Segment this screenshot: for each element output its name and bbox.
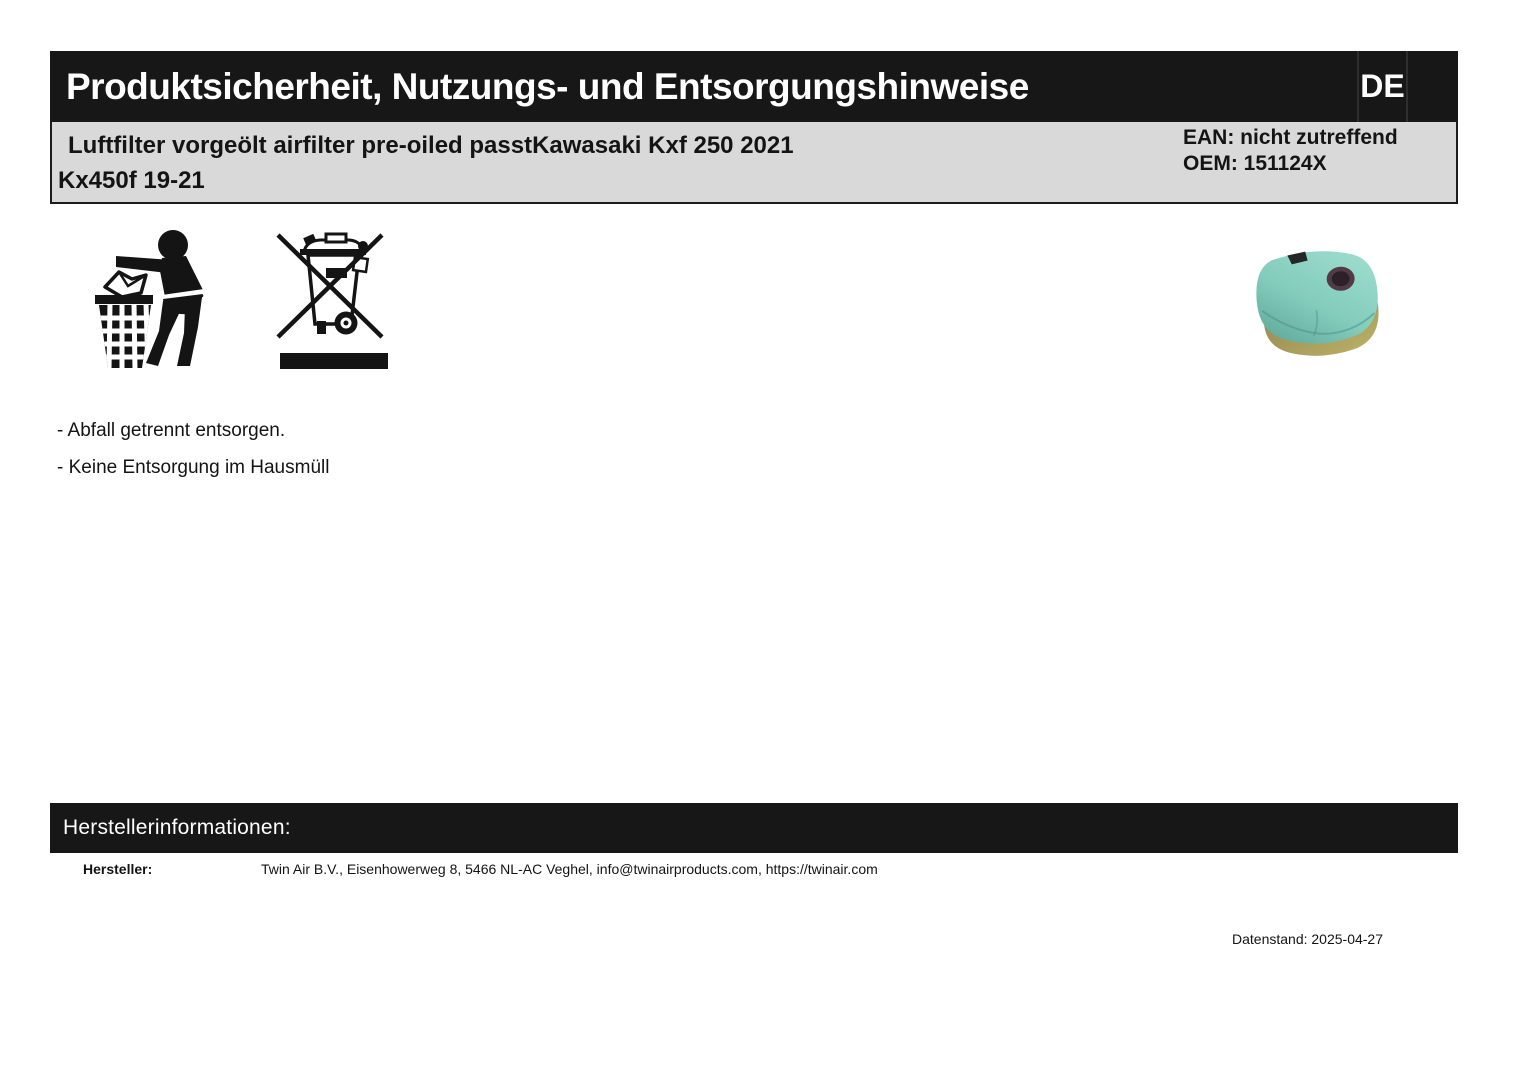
product-name-line1: Luftfilter vorgeölt airfilter pre-oiled passtKawasaki Kxf 250 2021 xyxy=(68,132,794,159)
manufacturer-label: Hersteller: xyxy=(83,861,153,877)
header-bar xyxy=(50,51,1458,122)
disposal-bullet-1: - Abfall getrennt entsorgen. xyxy=(57,420,286,441)
ean-value: EAN: nicht zutreffend xyxy=(1183,126,1398,149)
weee-crossed-out-bin-icon xyxy=(270,225,400,380)
oem-value: OEM: 151124X xyxy=(1183,152,1327,175)
product-identifiers xyxy=(1183,125,1398,177)
air-filter-product-image xyxy=(1250,246,1386,364)
product-name xyxy=(56,128,794,198)
product-name-line2: Kx450f 19-21 xyxy=(58,167,205,194)
manufacturer-value: Twin Air B.V., Eisenhowerweg 8, 5466 NL-AC Veghel, info@twinairproducts.com, https://twinair.com xyxy=(261,861,878,877)
disposal-instructions xyxy=(57,412,329,486)
page-title: Produktsicherheit, Nutzungs- und Entsorgungshinweise xyxy=(66,65,1029,107)
tidyman-disposal-icon xyxy=(85,225,225,380)
data-status-date: Datenstand: 2025-04-27 xyxy=(1232,931,1383,947)
manufacturer-section-bar xyxy=(50,803,1458,853)
product-info-bar xyxy=(50,122,1458,204)
manufacturer-section-title: Herstellerinformationen: xyxy=(63,816,291,839)
disposal-bullet-2: - Keine Entsorgung im Hausmüll xyxy=(57,457,330,478)
language-badge: DE xyxy=(1357,51,1408,122)
